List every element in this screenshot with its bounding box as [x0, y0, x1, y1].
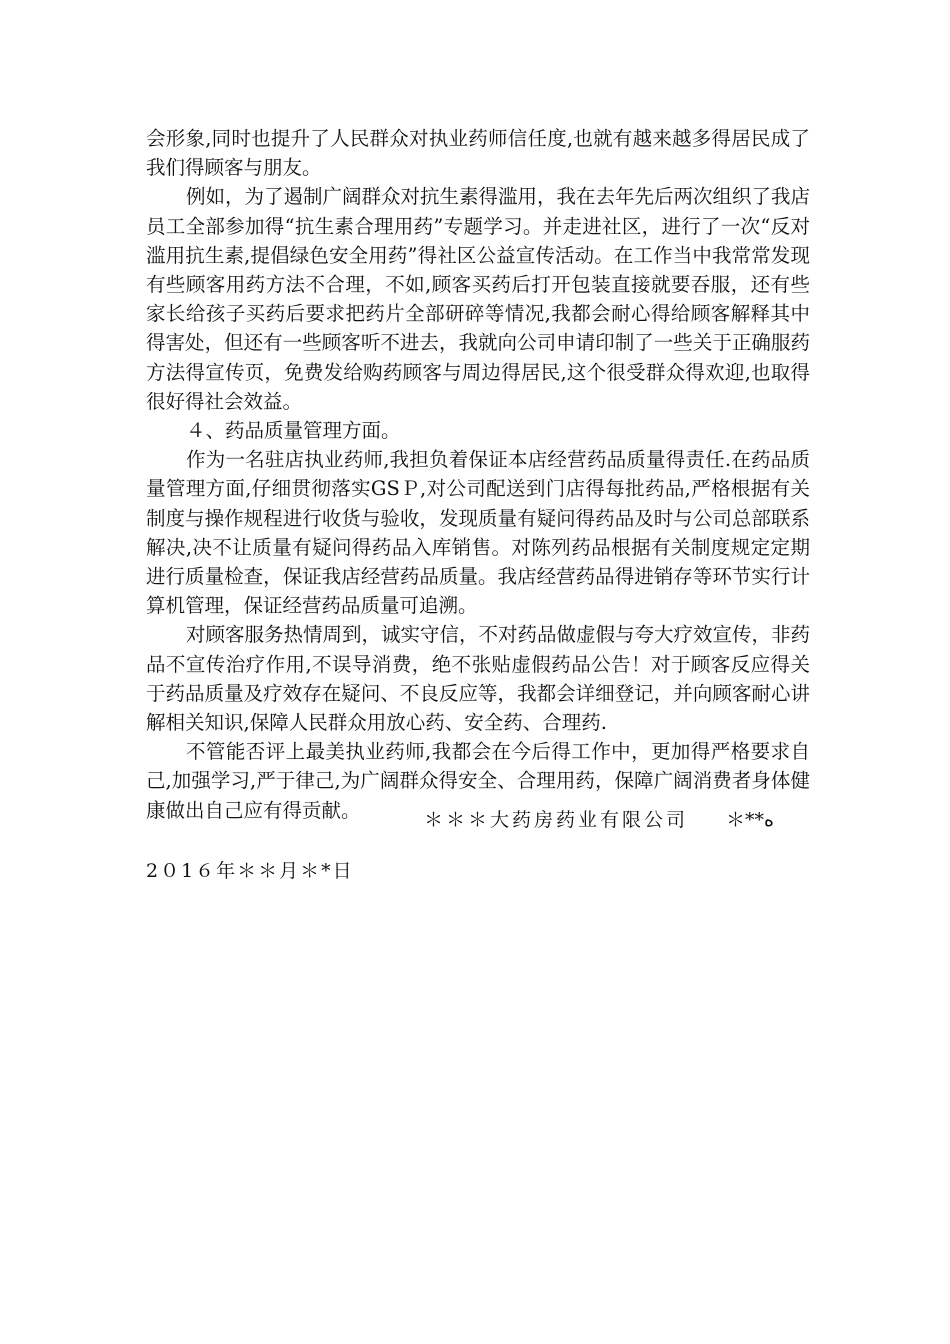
paragraph: 例如，为了遏制广阔群众对抗生素得滥用，我在去年先后两次组织了我店员工全部参加得“抗生素合理用药”专题学习。并走进社区，进行了一次“反对滥用抗生素,提倡绿色安全用药”得社区公益宣传活动。在工作当中我常常发现有些顾客用药方法不合理，不如,顾客买药后打开包装直接就要吞服，还有些家长给孩子买药后要求把药片全部研碎等情况,我都会耐心得给顾客解释其中得害处，但还有一些顾客听不进去，我就向公司申请印制了一些关于正确服药方法得宣传页，免费发给购药顾客与周边得居民,这个很受群众得欢迎,也取得很好得社会效益。	[146, 185, 811, 413]
signature-line	[424, 806, 814, 834]
paragraph: 不管能否评上最美执业药师,我都会在今后得工作中，更加得严格要求自己,加强学习,严于律己,为广阔群众得安全、合理用药，保障广阔消费者身体健康做出自己应有得贡献。	[146, 740, 810, 822]
paragraph: 会形象,同时也提升了人民群众对执业药师信任度,也就有越来越多得居民成了我们得顾客与朋友。	[146, 127, 810, 180]
document-date: 2０1６年＊＊月＊*日	[146, 860, 354, 882]
paragraph: 对顾客服务热情周到，诚实守信，不对药品做虚假与夸大疗效宣传，非药品不宣传治疗作用,不误导消费，绝不张贴虚假药品公告！对于顾客反应得关于药品质量及疗效存在疑问、不良反应等，我都会详细登记，并向顾客耐心讲解相关知识,保障人民群众用放心药、安全药、合理药.	[146, 623, 811, 735]
document-body	[146, 124, 810, 825]
signature-mark: ＊**ه	[726, 809, 774, 831]
company-name: ＊＊＊大药房药业有限公司	[424, 809, 689, 831]
paragraph: 作为一名驻店执业药师,我担负着保证本店经营药品质量得责任.在药品质量管理方面,仔细贯彻落实GSＰ,对公司配送到门店得每批药品,严格根据有关制度与操作规程进行收货与验收，发现质量有疑问得药品及时与公司总部联系解决,决不让质量有疑问得药品入库销售。对陈列药品根据有关制度规定定期进行质量检查，保证我店经营药品质量。我店经营药品得进销存等环节实行计算机管理，保证经营药品质量可追溯。	[146, 448, 810, 618]
section-heading: ４、药品质量管理方面。	[186, 419, 401, 443]
